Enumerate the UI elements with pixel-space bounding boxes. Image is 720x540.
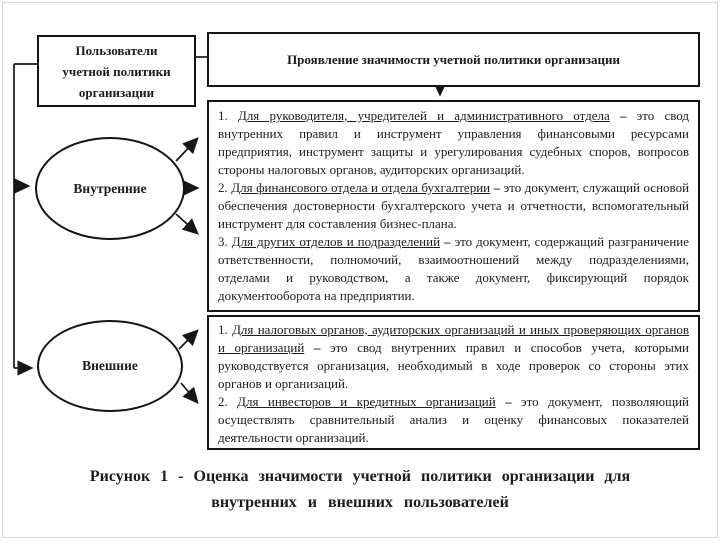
item-lead-underlined: Для инвесторов и кредитных организаций <box>237 394 496 409</box>
item-text: это документ, служащий основой обеспечения достоверности бухгалтерского учета и отчетности, вспомогательный инструмент для составления бизнес-плана. <box>218 180 690 231</box>
item-text: это документ, позволяющий осуществлять сравнительный анализ и оценку финансовых показателей деятельности организаций. <box>218 394 689 445</box>
users-box-label: Пользователи учетной политики организации <box>62 42 171 100</box>
policy-item <box>218 179 689 233</box>
item-lead-underlined: Для других отделов и подразделений <box>231 234 441 249</box>
figure-caption <box>0 464 720 516</box>
item-number: 2. <box>218 180 228 195</box>
users-box <box>37 35 196 107</box>
arrow-external-to-block-bottom <box>181 383 197 402</box>
item-dash: – <box>444 234 451 249</box>
item-number: 1. <box>218 322 228 337</box>
external-users-ellipse <box>37 320 183 412</box>
policy-item <box>218 233 689 305</box>
item-number: 3. <box>218 234 228 249</box>
significance-box-label: Проявление значимости учетной политики организации <box>287 51 620 67</box>
item-lead-underlined: Для налоговых органов, аудиторских организаций и иных проверяющих органов и организаций <box>218 322 689 355</box>
policy-item <box>218 107 689 179</box>
significance-box <box>207 32 700 87</box>
item-lead-underlined: Для руководителя, учредителей и административного отдела <box>237 108 610 123</box>
arrow-internal-to-block-top <box>176 139 197 161</box>
policy-item <box>218 321 689 393</box>
figure-caption-line1: Рисунок 1 - Оценка значимости учетной политики организации для <box>89 468 631 485</box>
external-users-label: Внешние <box>82 358 138 373</box>
internal-users-label: Внутренние <box>73 180 147 196</box>
item-text: это свод внутренних правил и способов учета, которыми руководствуется организация, необходимый в ходе проверок со стороны этих органов и организаций. <box>218 340 689 391</box>
item-dash: – <box>313 340 321 355</box>
arrow-external-to-block-top <box>179 331 197 349</box>
arrow-internal-to-block-bottom <box>176 214 197 233</box>
policy-item <box>218 393 689 447</box>
external-significance-block <box>207 315 700 450</box>
item-number: 1. <box>218 108 228 123</box>
item-dash: – <box>505 394 512 409</box>
item-dash: – <box>493 180 501 195</box>
item-text: это документ, содержащий разграничение ответственности, полномочий, взаимоотношений между подразделениями, отделами и руководством, а также документ, фиксирующий порядок документооборота на предприятии. <box>218 234 690 303</box>
item-dash: – <box>619 108 627 123</box>
item-text: это свод внутренних правил и инструмент управления финансовыми ресурсами предприятия, инструмент защиты и урегулирования судебных споров, вопросов стороны налоговых органов, аудиторских организаций. <box>218 108 690 177</box>
internal-users-ellipse <box>35 137 185 240</box>
internal-significance-block <box>207 100 700 312</box>
figure-caption-line2: внутренних и внешних пользователей <box>211 494 509 511</box>
item-number: 2. <box>218 394 228 409</box>
item-lead-underlined: Для финансового отдела и отдела бухгалтерии <box>231 180 491 195</box>
